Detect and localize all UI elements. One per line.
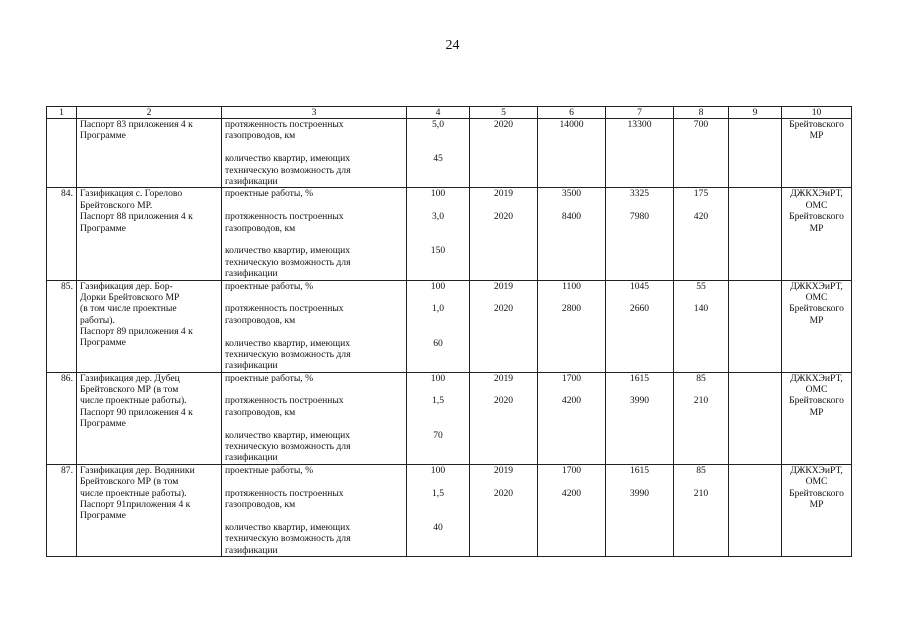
indicator-c6: 1700 xyxy=(561,464,582,476)
cell-line: Паспорт 91приложения 4 к xyxy=(80,499,191,511)
indicator-year: 2020 xyxy=(493,395,514,407)
indicator-text-line: протяженность построенных xyxy=(225,487,344,499)
indicator-c8: 175 xyxy=(693,188,709,200)
cell-line: числе проектные работы). xyxy=(80,487,187,499)
executor xyxy=(782,372,852,464)
executor xyxy=(782,280,852,372)
indicator-text xyxy=(225,465,403,476)
indicator-c7: 13300 xyxy=(627,119,652,130)
event-name xyxy=(77,188,222,280)
indicator-text-line: техническую возможность для xyxy=(225,256,351,268)
cell-line: Брейтовского МР xyxy=(789,119,844,142)
header-cell: 6 xyxy=(538,107,606,119)
executor xyxy=(782,188,852,280)
indicator-year: 2020 xyxy=(493,119,514,130)
header-cell: 4 xyxy=(407,107,470,119)
indicator-c7: 1615 xyxy=(629,372,650,384)
indicator-c6 xyxy=(541,153,602,187)
indicator-year: 2020 xyxy=(493,303,514,315)
indicator-year xyxy=(473,245,534,279)
event-name xyxy=(77,119,222,188)
indicator-c7: 3325 xyxy=(629,188,650,200)
indicator-text xyxy=(225,488,403,511)
cell-line: ОМС xyxy=(805,291,828,303)
indicator-text xyxy=(225,153,403,187)
header-cell: 3 xyxy=(222,107,407,119)
indicator-value: 1,0 xyxy=(432,303,444,315)
total-amount xyxy=(538,280,606,372)
indicator-c8: 210 xyxy=(693,487,709,499)
row-number: 87. xyxy=(47,464,77,556)
indicator-c8: 700 xyxy=(693,119,709,130)
cell-line: (в том числе проектные xyxy=(80,303,177,315)
indicator-text-line: проектные работы, % xyxy=(225,464,314,476)
cell-line: Газификация дер. Водяники xyxy=(80,464,195,476)
indicator-c8: 140 xyxy=(693,303,709,315)
indicator-text-line: протяженность построенных xyxy=(225,303,344,315)
program-table xyxy=(46,106,852,557)
indicator-value xyxy=(407,119,470,188)
indicator-c7: 3990 xyxy=(629,395,650,407)
row-number xyxy=(47,119,77,188)
indicator-year xyxy=(473,153,534,187)
indicator-c6: 3500 xyxy=(561,188,582,200)
indicator-value xyxy=(407,188,470,280)
cell-line: ДЖКХЭиРТ, xyxy=(790,188,843,200)
executor xyxy=(782,119,852,188)
indicator-name xyxy=(222,280,407,372)
cell-line: Брейтовского МР xyxy=(789,487,844,511)
header-cell: 10 xyxy=(782,107,852,119)
event-name xyxy=(77,464,222,556)
indicator-year xyxy=(473,430,534,464)
cell-line: Программе xyxy=(80,337,126,349)
indicator-text-line: газификации xyxy=(225,360,278,372)
indicator-text-line: газификации xyxy=(225,268,278,280)
indicator-year: 2020 xyxy=(493,211,514,223)
cell-line: Брейтовского МР xyxy=(789,303,844,326)
indicator-text-line: проектные работы, % xyxy=(225,372,314,384)
indicator-year xyxy=(473,338,534,372)
indicator-text xyxy=(225,395,403,418)
event-name xyxy=(77,280,222,372)
indicator-c7 xyxy=(609,338,670,372)
cell-line: Паспорт 90 приложения 4 к xyxy=(80,406,193,418)
executor xyxy=(782,464,852,556)
indicator-name xyxy=(222,372,407,464)
cell-line: Паспорт 89 приложения 4 к xyxy=(80,326,193,338)
indicator-text xyxy=(225,281,403,292)
amount-col7 xyxy=(606,464,674,556)
indicator-text-line: техническую возможность для xyxy=(225,348,351,360)
indicator-text-line: газопроводов, км xyxy=(225,406,296,418)
indicator-c8: 85 xyxy=(696,464,706,476)
indicator-c6 xyxy=(541,430,602,464)
indicator-c7 xyxy=(609,245,670,279)
column-9 xyxy=(729,188,782,280)
indicator-c6 xyxy=(541,338,602,372)
cell-line: Программе xyxy=(80,130,126,142)
indicator-text xyxy=(225,303,403,326)
indicator-text-line: техническую возможность для xyxy=(225,441,351,453)
indicator-text xyxy=(225,188,403,199)
indicator-text xyxy=(225,338,403,372)
page-number: 24 xyxy=(445,38,460,53)
indicator-c6: 2800 xyxy=(561,303,582,315)
indicator-c7: 2660 xyxy=(629,303,650,315)
table-row xyxy=(47,464,852,556)
year xyxy=(470,372,538,464)
amount-col7 xyxy=(606,188,674,280)
cell-line: числе проектные работы). xyxy=(80,395,187,407)
indicator-c6: 1700 xyxy=(561,372,582,384)
cell-line: Газификация дер. Дубец xyxy=(80,372,180,384)
cell-line: Брейтовского МР xyxy=(789,395,844,418)
indicator-value: 40 xyxy=(433,521,443,533)
indicator-value: 1,5 xyxy=(432,395,444,407)
indicator-text xyxy=(225,522,403,556)
amount-col7 xyxy=(606,119,674,188)
indicator-value xyxy=(407,464,470,556)
indicator-c7 xyxy=(609,522,670,556)
indicator-c8 xyxy=(677,522,725,556)
header-cell: 1 xyxy=(47,107,77,119)
indicator-text-line: протяженность построенных xyxy=(225,211,344,223)
cell-line: Программе xyxy=(80,510,126,522)
indicator-c6: 1100 xyxy=(562,280,581,292)
indicator-text-line: количество квартир, имеющих xyxy=(225,429,351,441)
amount-col8 xyxy=(674,372,729,464)
indicator-text-line: техническую возможность для xyxy=(225,533,351,545)
header-row xyxy=(47,107,852,119)
indicator-c6: 8400 xyxy=(561,211,582,223)
indicator-value: 45 xyxy=(433,153,443,165)
header-cell: 8 xyxy=(674,107,729,119)
cell-line: Брейтовского МР (в том xyxy=(80,476,179,488)
indicator-text-line: газопроводов, км xyxy=(225,499,296,511)
indicator-text-line: газопроводов, км xyxy=(225,222,296,234)
indicator-value xyxy=(407,372,470,464)
indicator-c6: 14000 xyxy=(559,119,584,130)
cell-line: Брейтовского МР xyxy=(789,211,844,234)
header-cell: 2 xyxy=(77,107,222,119)
indicator-c7: 7980 xyxy=(629,211,650,223)
column-9 xyxy=(729,464,782,556)
indicator-text xyxy=(225,119,403,142)
cell-line: Газификация с. Горелово xyxy=(80,188,183,200)
indicator-text xyxy=(225,373,403,384)
indicator-value: 60 xyxy=(433,337,443,349)
indicator-text-line: количество квартир, имеющих xyxy=(225,245,351,257)
indicator-text xyxy=(225,430,403,464)
cell-line: ДЖКХЭиРТ, xyxy=(790,372,843,384)
indicator-c8: 420 xyxy=(693,211,709,223)
indicator-text-line: протяженность построенных xyxy=(225,395,344,407)
indicator-c8: 55 xyxy=(696,280,706,292)
table-body xyxy=(47,119,852,557)
year xyxy=(470,280,538,372)
total-amount xyxy=(538,372,606,464)
indicator-c6 xyxy=(541,245,602,279)
indicator-value: 100 xyxy=(430,464,446,476)
indicator-text-line: проектные работы, % xyxy=(225,188,314,200)
total-amount xyxy=(538,119,606,188)
indicator-c6: 4200 xyxy=(561,487,582,499)
indicator-year xyxy=(473,522,534,556)
indicator-value: 1,5 xyxy=(432,487,444,499)
indicator-text-line: количество квартир, имеющих xyxy=(225,153,351,165)
amount-col7 xyxy=(606,372,674,464)
cell-line: Паспорт 88 приложения 4 к xyxy=(80,211,193,223)
indicator-text-line: количество квартир, имеющих xyxy=(225,337,351,349)
indicator-c8 xyxy=(677,338,725,372)
header-cell: 5 xyxy=(470,107,538,119)
indicator-c6 xyxy=(541,522,602,556)
indicator-value: 70 xyxy=(433,429,443,441)
header-cell: 7 xyxy=(606,107,674,119)
table-row xyxy=(47,188,852,280)
indicator-c6: 4200 xyxy=(561,395,582,407)
amount-col8 xyxy=(674,119,729,188)
indicator-c8 xyxy=(677,153,725,187)
indicator-text-line: газификации xyxy=(225,544,278,556)
row-number: 84. xyxy=(47,188,77,280)
indicator-year: 2019 xyxy=(493,280,514,292)
cell-line: ОМС xyxy=(805,476,828,488)
year xyxy=(470,464,538,556)
row-number: 86. xyxy=(47,372,77,464)
cell-line: Паспорт 83 приложения 4 к xyxy=(80,119,193,130)
column-9 xyxy=(729,280,782,372)
cell-line: ОМС xyxy=(805,384,828,396)
cell-line: Дорки Брейтовского МР xyxy=(80,291,180,303)
header-cell: 9 xyxy=(729,107,782,119)
indicator-year: 2019 xyxy=(493,188,514,200)
total-amount xyxy=(538,464,606,556)
cell-line: Брейтовского МР (в том xyxy=(80,384,179,396)
indicator-text-line: техническую возможность для xyxy=(225,164,351,176)
table-row xyxy=(47,280,852,372)
indicator-text xyxy=(225,211,403,234)
amount-col8 xyxy=(674,188,729,280)
indicator-value xyxy=(407,280,470,372)
indicator-text-line: количество квартир, имеющих xyxy=(225,521,351,533)
cell-line: Газификация дер. Бор- xyxy=(80,280,173,292)
indicator-value: 100 xyxy=(430,372,446,384)
amount-col8 xyxy=(674,280,729,372)
column-9 xyxy=(729,119,782,188)
event-name xyxy=(77,372,222,464)
indicator-name xyxy=(222,188,407,280)
cell-line: Программе xyxy=(80,222,126,234)
cell-line: ОМС xyxy=(805,199,828,211)
row-number: 85. xyxy=(47,280,77,372)
indicator-text-line: протяженность построенных xyxy=(225,119,344,130)
cell-line: Брейтовского МР. xyxy=(80,199,153,211)
indicator-text-line: газопроводов, км xyxy=(225,130,296,142)
cell-line: Программе xyxy=(80,418,126,430)
indicator-c7: 1615 xyxy=(629,464,650,476)
indicator-c7 xyxy=(609,153,670,187)
table-row xyxy=(47,119,852,188)
column-9 xyxy=(729,372,782,464)
indicator-c8: 85 xyxy=(696,372,706,384)
indicator-name xyxy=(222,464,407,556)
indicator-text xyxy=(225,245,403,279)
indicator-c7: 3990 xyxy=(629,487,650,499)
cell-line: работы). xyxy=(80,314,115,326)
indicator-value: 3,0 xyxy=(432,211,444,223)
indicator-c8 xyxy=(677,245,725,279)
indicator-value: 150 xyxy=(430,245,446,257)
indicator-value: 5,0 xyxy=(432,119,444,130)
indicator-value: 100 xyxy=(430,280,446,292)
indicator-c8 xyxy=(677,430,725,464)
indicator-year: 2019 xyxy=(493,372,514,384)
indicator-name xyxy=(222,119,407,188)
indicator-c7: 1045 xyxy=(629,280,650,292)
total-amount xyxy=(538,188,606,280)
cell-line: ДЖКХЭиРТ, xyxy=(790,464,843,476)
indicator-text-line: газификации xyxy=(225,176,278,187)
cell-line: ДЖКХЭиРТ, xyxy=(790,280,843,292)
indicator-year: 2020 xyxy=(493,487,514,499)
amount-col8 xyxy=(674,464,729,556)
indicator-text-line: газопроводов, км xyxy=(225,314,296,326)
indicator-c8: 210 xyxy=(693,395,709,407)
indicator-year: 2019 xyxy=(493,464,514,476)
amount-col7 xyxy=(606,280,674,372)
table-row xyxy=(47,372,852,464)
indicator-text-line: газификации xyxy=(225,452,278,464)
indicator-value: 100 xyxy=(430,188,446,200)
year xyxy=(470,188,538,280)
indicator-text-line: проектные работы, % xyxy=(225,280,314,292)
year xyxy=(470,119,538,188)
indicator-c7 xyxy=(609,430,670,464)
